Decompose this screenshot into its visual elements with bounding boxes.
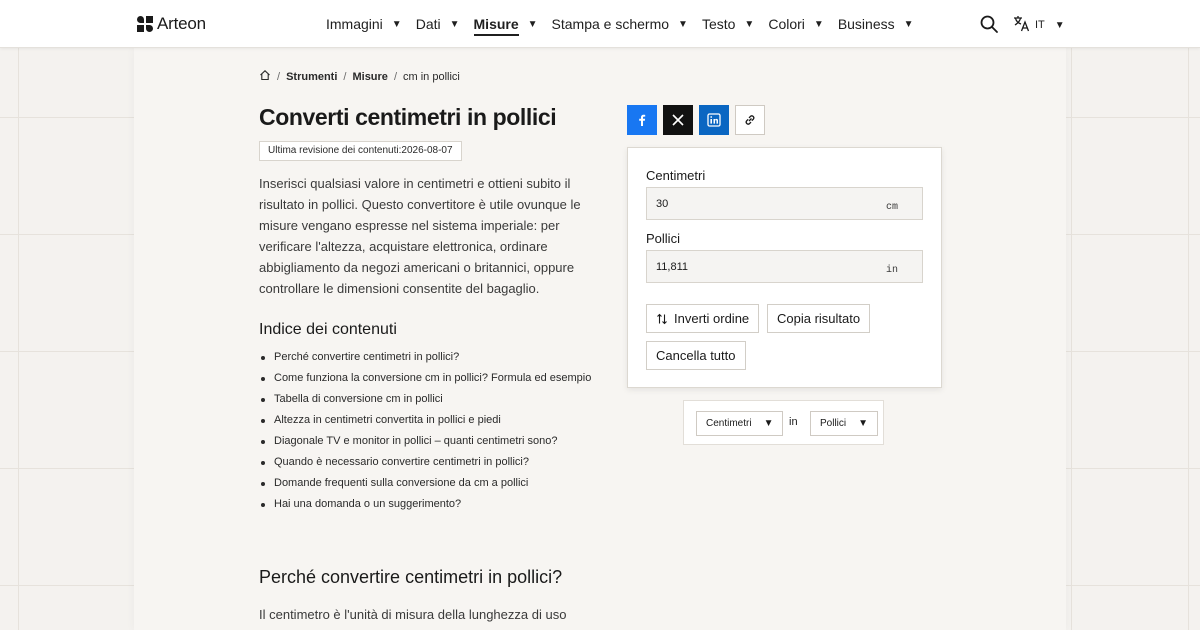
logo-icon [137, 16, 153, 32]
unit-suffix: cm [885, 202, 898, 213]
table-of-contents [259, 347, 591, 515]
facebook-icon[interactable] [627, 105, 657, 135]
swap-button-label: Inverti ordine [674, 311, 750, 326]
caret-down-icon: ▼ [763, 418, 774, 429]
nav-item-colori[interactable]: Colori ▼ [768, 16, 824, 32]
home-icon[interactable] [259, 69, 271, 84]
caret-down-icon: ▼ [527, 18, 538, 30]
section-heading: Perché convertire centimetri in pollici? [259, 567, 563, 587]
x-icon[interactable] [663, 105, 693, 135]
site-header [0, 0, 1200, 48]
caret-down-icon: ▼ [391, 18, 402, 30]
breadcrumb: / Strumenti / Misure / cm in pollici [259, 69, 460, 84]
centimeters-field[interactable] [646, 187, 923, 220]
inches-field[interactable] [646, 250, 923, 283]
nav-item-dati[interactable]: Dati ▼ [415, 16, 460, 32]
caret-down-icon: ▼ [858, 418, 869, 429]
nav-item-business[interactable]: Business ▼ [837, 16, 914, 32]
brand-logo[interactable] [137, 14, 206, 34]
inches-input[interactable] [647, 251, 877, 282]
toc-link[interactable]: Diagonale TV e monitor in pollici – quanti centimetri sono? [259, 431, 591, 452]
caret-down-icon: ▼ [903, 18, 914, 30]
from-label: Centimetri [646, 168, 706, 183]
toc-link[interactable]: Altezza in centimetri convertita in pollici e piedi [259, 410, 591, 431]
caret-down-icon: ▼ [744, 18, 755, 30]
share-buttons [627, 105, 765, 135]
nav-item-immagini[interactable]: Immagini ▼ [326, 16, 402, 32]
nav-item-stampa-e-schermo[interactable]: Stampa e schermo ▼ [551, 16, 688, 32]
search-icon[interactable] [979, 14, 999, 34]
toc-link[interactable]: Quando è necessario convertire centimetri in pollici? [259, 452, 591, 473]
unit-connector: in [789, 416, 798, 428]
link-icon[interactable] [735, 105, 765, 135]
centimeters-input[interactable] [647, 188, 877, 219]
intro-paragraph: Inserisci qualsiasi valore in centimetri e ottieni subito il risultato in pollici. Questo convertitore è utile ovunque le misure vengano espresse nel sistema imperiale: per verificare l'altezza, acquistare elettronica, ordinare abbigliamento da negozi americani o britannici, oppure controllare le dimensioni consentite del bagaglio. [259, 176, 581, 296]
converter-card [627, 147, 942, 388]
toc-link[interactable]: Tabella di conversione cm in pollici [259, 389, 591, 410]
toc-link[interactable]: Perché convertire centimetri in pollici? [259, 347, 591, 368]
toc-link[interactable]: Hai una domanda o un suggerimento? [259, 494, 591, 515]
translate-icon [1013, 15, 1030, 35]
brand-name: Arteon [157, 14, 206, 33]
breadcrumb-current: cm in pollici [403, 70, 460, 83]
unit-switcher [683, 400, 884, 445]
nav-item-testo[interactable]: Testo ▼ [701, 16, 755, 32]
swap-icon [656, 313, 668, 325]
to-unit-select[interactable]: Pollici ▼ [810, 411, 878, 436]
page-title: Converti centimetri in pollici [259, 104, 557, 130]
caret-down-icon: ▼ [1054, 19, 1065, 31]
copy-result-button[interactable]: Copia risultato [767, 304, 870, 333]
caret-down-icon: ▼ [449, 18, 460, 30]
toc-link[interactable]: Come funziona la conversione cm in pollici? Formula ed esempio [259, 368, 591, 389]
caret-down-icon: ▼ [813, 18, 824, 30]
breadcrumb-strumenti[interactable]: Strumenti [286, 70, 338, 83]
section-paragraph: Il centimetro è l'unità di misura della lunghezza di uso [259, 607, 567, 622]
unit-suffix: in [885, 265, 898, 276]
clear-all-button[interactable]: Cancella tutto [646, 341, 746, 370]
main-nav [326, 0, 928, 48]
toc-title: Indice dei contenuti [259, 321, 397, 338]
linkedin-icon[interactable] [699, 105, 729, 135]
nav-item-misure[interactable]: Misure ▼ [474, 12, 538, 36]
to-label: Pollici [646, 231, 680, 246]
caret-down-icon: ▼ [678, 18, 688, 30]
language-code: IT [1035, 19, 1045, 31]
from-unit-select[interactable]: Centimetri ▼ [696, 411, 783, 436]
language-switcher[interactable] [1013, 15, 1065, 35]
breadcrumb-misure[interactable]: Misure [352, 70, 388, 83]
toc-link[interactable]: Domande frequenti sulla conversione da cm a pollici [259, 473, 591, 494]
revision-badge: Ultima revisione dei contenuti:2026-08-07 [259, 141, 462, 161]
swap-button[interactable] [646, 304, 759, 333]
